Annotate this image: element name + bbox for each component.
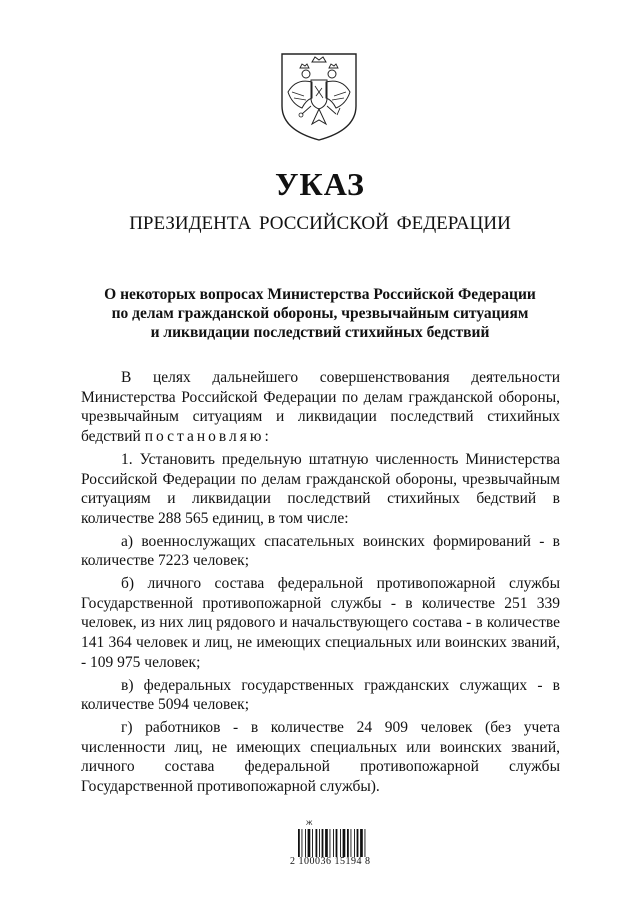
- clause-1b: б) личного состава федеральной противопожарной службы Государственной противопожарной службы - в количестве 251 339 человек, из них лиц рядового и начальствующего состава - в количестве 141 364 человек и лиц, не имеющих специальных или воинских званий, - 109 975 человек;: [81, 575, 560, 671]
- barcode-mark: Ж: [306, 820, 313, 827]
- intro-paragraph: [81, 368, 560, 447]
- clause-1c: в) федеральных государственных гражданских служащих - в количестве 5094 человек;: [81, 676, 560, 714]
- decree-heading: [60, 285, 580, 342]
- russian-coat-of-arms-icon: [276, 48, 362, 143]
- heading-line: и ликвидации последствий стихийных бедствий: [150, 324, 490, 341]
- intro-text: В целях дальнейшего совершенствования деятельности Министерства Российской Федерации по делам гражданской обороны, чрезвычайным ситуациям и ликвидации последствий стихийных бедствий: [81, 369, 560, 446]
- decree-subtitle: ПРЕЗИДЕНТА РОССИЙСКОЙ ФЕДЕРАЦИИ: [129, 213, 511, 234]
- decree-title: УКАЗ: [275, 166, 365, 202]
- clause-1: 1. Установить предельную штатную численность Министерства Российской Федерации по делам гражданской обороны, чрезвычайным ситуациям и ликвидации последствий стихийных бедствий в количестве 288 565 единиц, в том числе:: [81, 450, 560, 527]
- decree-body: [81, 368, 560, 797]
- resolution-word: постановляю:: [144, 428, 272, 446]
- heading-line: по делам гражданской обороны, чрезвычайным ситуациям: [111, 305, 529, 322]
- heading-line: О некоторых вопросах Министерства Российской Федерации: [104, 286, 536, 303]
- clause-1d: г) работников - в количестве 24 909 человек (без учета численности лиц, не имеющих специальных или воинских званий, личного состава федеральной противопожарной службы Государственной противопожарной службы).: [81, 718, 560, 796]
- barcode-digits: 2 100036 15194 8: [290, 856, 371, 867]
- clause-1a: а) военнослужащих спасательных воинских формирований - в количестве 7223 человек;: [81, 532, 560, 570]
